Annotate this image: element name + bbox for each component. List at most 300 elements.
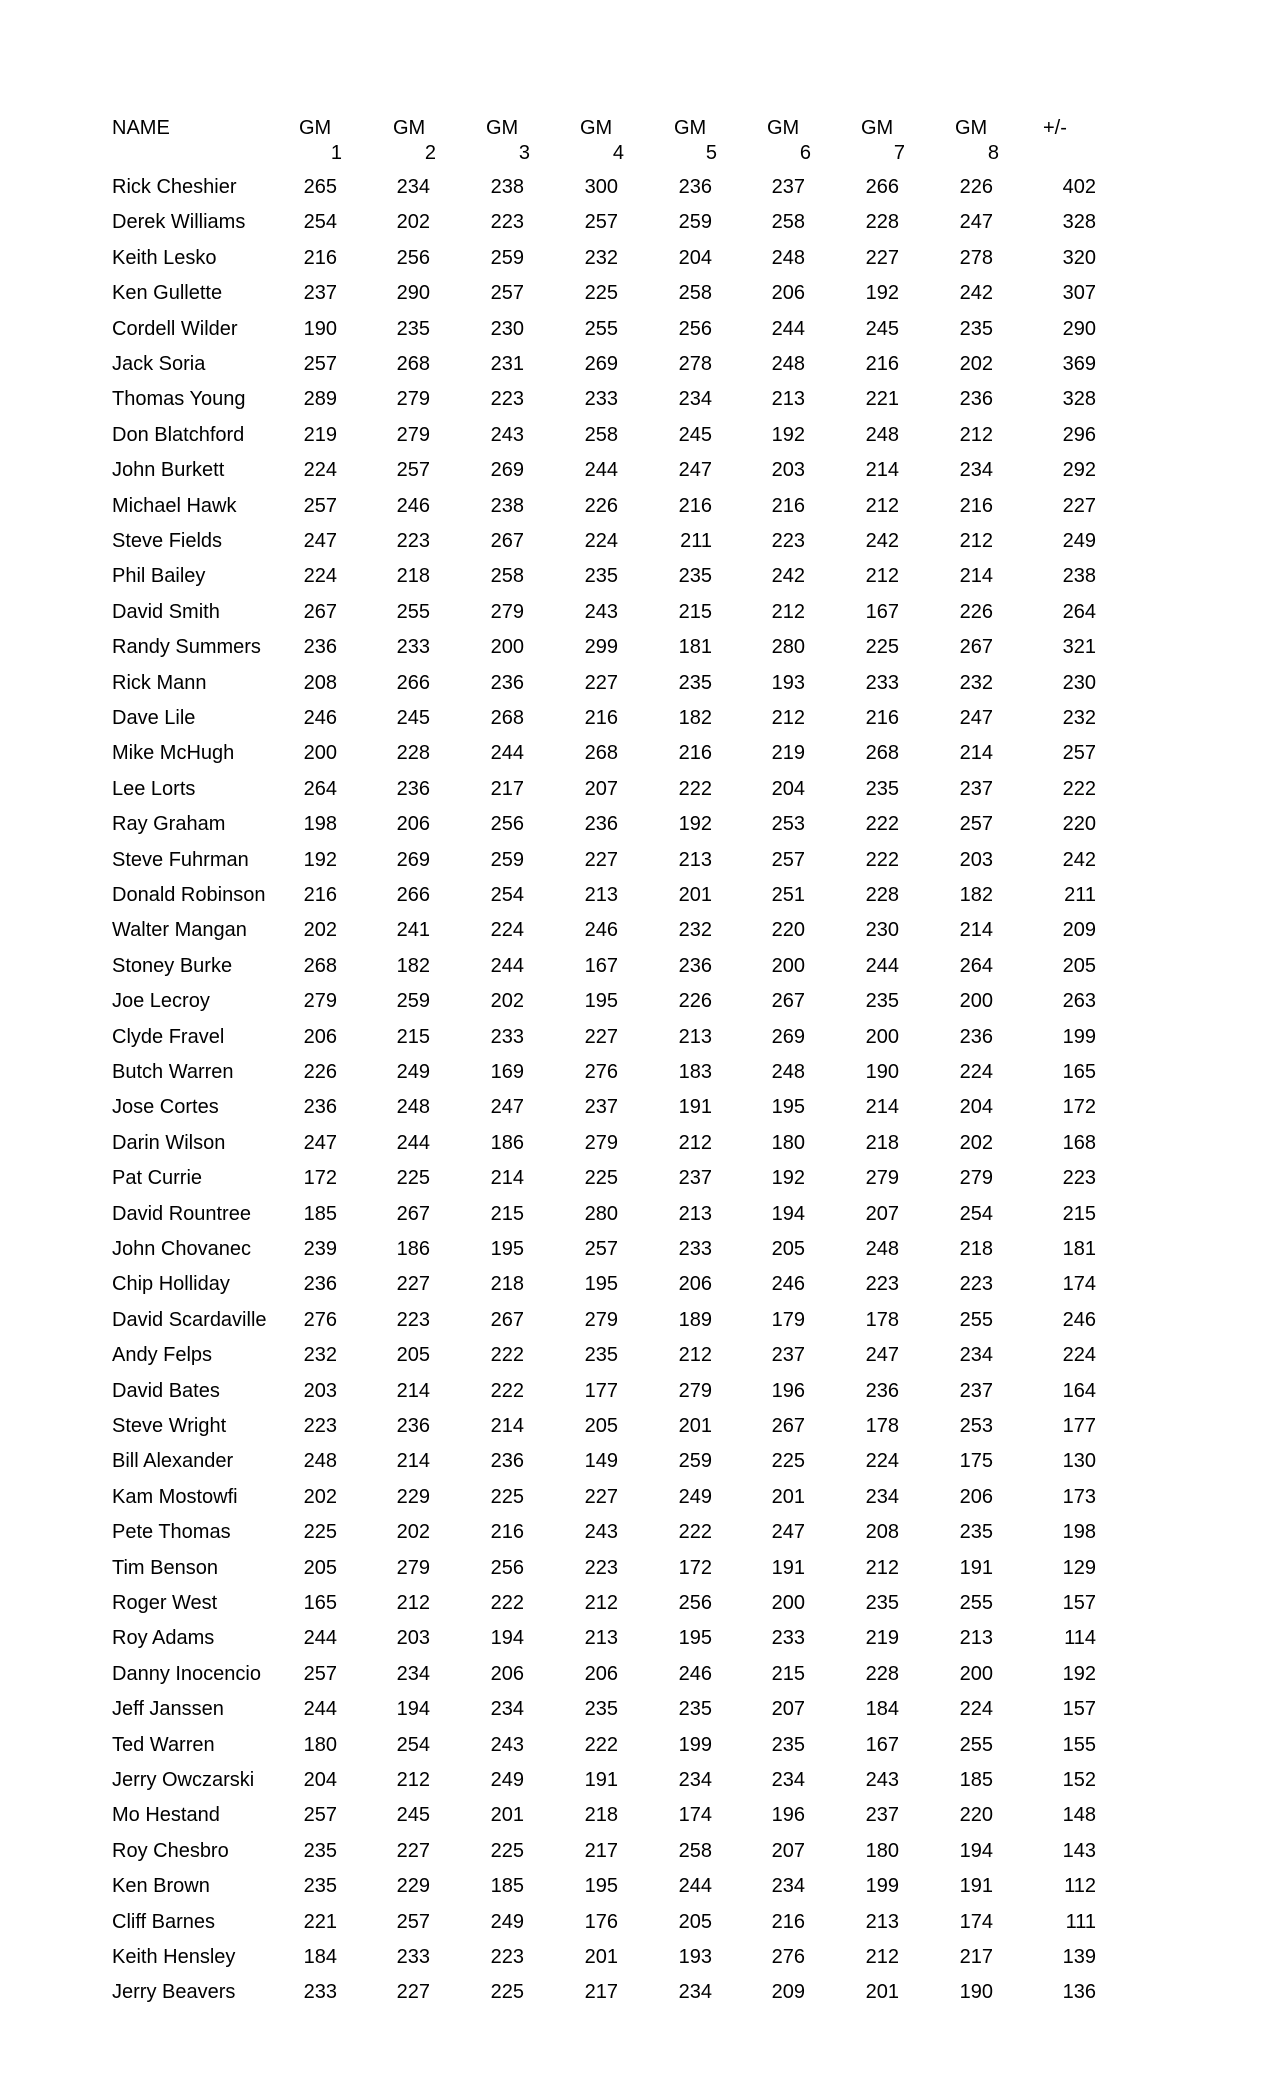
game-2-score: 259 — [396, 990, 430, 1013]
player-name: Bill Alexander — [112, 1450, 234, 1473]
game-6-score: 200 — [771, 954, 805, 977]
game-8-score: 234 — [959, 459, 993, 482]
game-8-score: 236 — [959, 388, 993, 411]
game-3-score: 268 — [490, 707, 524, 729]
table-row — [0, 775, 1275, 803]
game-2-score: 229 — [396, 1875, 430, 1898]
game-1-score: 276 — [303, 1308, 337, 1331]
game-2-score: 227 — [396, 1981, 430, 2004]
game-2-score: 248 — [396, 1096, 430, 1119]
game-6-score: 280 — [771, 636, 805, 659]
game-7-score: 235 — [865, 777, 899, 800]
game-7-score: 213 — [865, 1910, 899, 1933]
game-1-score: 225 — [303, 1521, 337, 1544]
game-7-score: 221 — [865, 388, 899, 411]
table-row — [0, 1978, 1275, 2006]
game-6-score: 244 — [771, 317, 805, 340]
game-8-score: 278 — [959, 246, 993, 269]
game-8-score: 224 — [959, 1698, 993, 1721]
game-5-score: 234 — [678, 388, 712, 411]
game-3-score: 243 — [490, 423, 524, 446]
game-1-score: 185 — [303, 1202, 337, 1225]
game-5-score: 259 — [678, 1450, 712, 1473]
game-5-score: 235 — [678, 565, 712, 588]
game-3-score: 243 — [490, 1733, 524, 1756]
game-3-score: 223 — [490, 211, 524, 234]
game-2-score: 279 — [396, 1556, 430, 1579]
player-name: John Burkett — [112, 459, 225, 482]
game-1-score: 235 — [303, 1839, 337, 1862]
game-4-score: 246 — [584, 919, 618, 942]
plus-minus-value: 136 — [1062, 1981, 1096, 2004]
game-7-score: 222 — [865, 848, 899, 871]
plus-minus-value: 139 — [1062, 1946, 1096, 1968]
table-row — [0, 669, 1275, 697]
game-8-score: 267 — [959, 636, 993, 659]
game-7-score: 219 — [865, 1627, 899, 1650]
table-row — [0, 1129, 1275, 1157]
game-5-score: 256 — [678, 1592, 712, 1614]
game-6-score: 267 — [771, 990, 805, 1013]
game-2-score: 212 — [396, 1592, 430, 1614]
game-1-score: 244 — [303, 1698, 337, 1721]
player-name: Jerry Beavers — [112, 1981, 236, 2004]
plus-minus-value: 264 — [1062, 600, 1096, 623]
game-3-score: 254 — [490, 884, 524, 906]
game-8-score: 174 — [959, 1910, 993, 1933]
game-1-score: 289 — [303, 388, 337, 411]
game-1-score: 192 — [303, 848, 337, 871]
game-6-score: 223 — [771, 530, 805, 552]
header-gm-5-label: GM — [674, 117, 707, 139]
game-3-score: 185 — [490, 1875, 524, 1898]
game-8-score: 204 — [959, 1096, 993, 1119]
game-8-score: 235 — [959, 317, 993, 340]
game-4-score: 237 — [584, 1096, 618, 1119]
plus-minus-value: 209 — [1062, 919, 1096, 942]
game-4-score: 243 — [584, 1521, 618, 1544]
table-row — [0, 1270, 1275, 1298]
game-1-score: 267 — [303, 600, 337, 623]
table-row — [0, 1801, 1275, 1829]
game-3-score: 236 — [490, 1450, 524, 1473]
game-1-score: 198 — [303, 813, 337, 836]
game-2-score: 202 — [396, 211, 430, 234]
game-5-score: 213 — [678, 1025, 712, 1048]
game-8-score: 257 — [959, 813, 993, 836]
game-4-score: 223 — [584, 1556, 618, 1579]
game-6-score: 215 — [771, 1662, 805, 1685]
game-7-score: 228 — [865, 211, 899, 234]
game-3-score: 216 — [490, 1521, 524, 1544]
game-7-score: 228 — [865, 884, 899, 906]
plus-minus-value: 152 — [1062, 1769, 1096, 1791]
game-7-score: 244 — [865, 954, 899, 977]
plus-minus-value: 328 — [1062, 211, 1096, 234]
game-4-score: 226 — [584, 494, 618, 517]
game-7-score: 184 — [865, 1698, 899, 1721]
game-8-score: 247 — [959, 707, 993, 729]
game-7-score: 212 — [865, 1946, 899, 1968]
game-4-score: 227 — [584, 848, 618, 871]
header-gm-1-number: 1 — [330, 142, 342, 164]
game-2-score: 214 — [396, 1450, 430, 1473]
game-4-score: 218 — [584, 1804, 618, 1827]
game-7-score: 207 — [865, 1202, 899, 1225]
player-name: Kam Mostowfi — [112, 1485, 238, 1508]
game-8-score: 237 — [959, 1379, 993, 1402]
plus-minus-value: 157 — [1062, 1698, 1096, 1721]
plus-minus-value: 224 — [1062, 1344, 1096, 1367]
game-2-score: 203 — [396, 1627, 430, 1650]
header-name: NAME — [112, 117, 170, 139]
game-5-score: 279 — [678, 1379, 712, 1402]
header-gm-6-number: 6 — [799, 142, 811, 164]
table-row — [0, 846, 1275, 874]
game-1-score: 203 — [303, 1379, 337, 1402]
game-7-score: 248 — [865, 423, 899, 446]
header-gm-4-number: 4 — [612, 142, 624, 164]
game-5-score: 174 — [678, 1804, 712, 1827]
game-6-score: 220 — [771, 919, 805, 942]
player-name: Derek Williams — [112, 211, 246, 234]
player-name: David Smith — [112, 600, 220, 623]
player-name: Stoney Burke — [112, 954, 233, 977]
game-8-score: 253 — [959, 1415, 993, 1437]
game-2-score: 236 — [396, 777, 430, 800]
game-3-score: 247 — [490, 1096, 524, 1119]
game-8-score: 234 — [959, 1344, 993, 1367]
game-3-score: 223 — [490, 388, 524, 411]
table-row — [0, 1908, 1275, 1936]
game-3-score: 258 — [490, 565, 524, 588]
table-row — [0, 173, 1275, 201]
plus-minus-value: 290 — [1062, 317, 1096, 340]
player-name: Mike McHugh — [112, 742, 235, 765]
game-6-score: 269 — [771, 1025, 805, 1048]
plus-minus-value: 242 — [1062, 848, 1096, 871]
game-3-score: 214 — [490, 1415, 524, 1437]
game-6-score: 276 — [771, 1946, 805, 1968]
plus-minus-value: 177 — [1062, 1415, 1096, 1437]
plus-minus-value: 249 — [1062, 530, 1096, 552]
game-3-score: 249 — [490, 1769, 524, 1791]
table-row — [0, 1872, 1275, 1900]
game-7-score: 167 — [865, 1733, 899, 1756]
game-1-score: 235 — [303, 1875, 337, 1898]
table-row — [0, 1483, 1275, 1511]
player-name: Phil Bailey — [112, 565, 206, 588]
game-6-score: 209 — [771, 1981, 805, 2004]
game-2-score: 235 — [396, 317, 430, 340]
plus-minus-value: 181 — [1062, 1238, 1096, 1260]
game-5-score: 222 — [678, 777, 712, 800]
game-8-score: 236 — [959, 1025, 993, 1048]
game-3-score: 214 — [490, 1167, 524, 1190]
game-1-score: 226 — [303, 1061, 337, 1083]
table-row — [0, 1412, 1275, 1440]
game-7-score: 216 — [865, 707, 899, 729]
player-name: Jose Cortes — [112, 1096, 219, 1119]
game-7-score: 248 — [865, 1238, 899, 1260]
game-1-score: 247 — [303, 1131, 337, 1154]
plus-minus-value: 130 — [1062, 1450, 1096, 1473]
game-4-score: 227 — [584, 1025, 618, 1048]
table-row — [0, 987, 1275, 1015]
plus-minus-value: 174 — [1062, 1273, 1096, 1296]
game-2-score: 257 — [396, 1910, 430, 1933]
game-5-score: 201 — [678, 884, 712, 906]
game-7-score: 237 — [865, 1804, 899, 1827]
game-5-score: 234 — [678, 1769, 712, 1791]
header-gm-4-label: GM — [580, 117, 613, 139]
game-1-score: 268 — [303, 954, 337, 977]
game-2-score: 228 — [396, 742, 430, 765]
game-5-score: 258 — [678, 1839, 712, 1862]
game-4-score: 177 — [584, 1379, 618, 1402]
game-5-score: 189 — [678, 1308, 712, 1331]
game-4-score: 149 — [584, 1450, 618, 1473]
game-1-score: 216 — [303, 246, 337, 269]
game-4-score: 222 — [584, 1733, 618, 1756]
plus-minus-value: 114 — [1064, 1627, 1096, 1650]
game-2-score: 234 — [396, 1662, 430, 1685]
game-5-score: 256 — [678, 317, 712, 340]
game-4-score: 255 — [584, 317, 618, 340]
game-7-score: 233 — [865, 671, 899, 694]
game-2-score: 245 — [396, 707, 430, 729]
table-row — [0, 1660, 1275, 1688]
game-3-score: 259 — [490, 848, 524, 871]
game-1-score: 205 — [303, 1556, 337, 1579]
game-1-score: 232 — [303, 1344, 337, 1367]
game-5-score: 278 — [678, 353, 712, 375]
game-7-score: 212 — [865, 565, 899, 588]
game-7-score: 234 — [865, 1485, 899, 1508]
game-6-score: 192 — [771, 1167, 805, 1190]
game-8-score: 213 — [959, 1627, 993, 1650]
game-8-score: 191 — [959, 1875, 993, 1898]
game-5-score: 233 — [678, 1238, 712, 1260]
table-row — [0, 1377, 1275, 1405]
game-7-score: 216 — [865, 353, 899, 375]
plus-minus-value: 246 — [1062, 1308, 1096, 1331]
game-3-score: 222 — [490, 1344, 524, 1367]
game-4-score: 201 — [584, 1946, 618, 1968]
game-1-score: 200 — [303, 742, 337, 765]
player-name: Andy Felps — [112, 1344, 213, 1367]
game-2-score: 233 — [396, 636, 430, 659]
game-7-score: 178 — [865, 1415, 899, 1437]
game-4-score: 167 — [584, 954, 618, 977]
game-8-score: 200 — [959, 990, 993, 1013]
game-2-score: 234 — [396, 176, 430, 198]
game-5-score: 193 — [678, 1946, 712, 1968]
game-6-score: 257 — [771, 848, 805, 871]
player-name: Rick Mann — [112, 671, 207, 694]
game-8-score: 235 — [959, 1521, 993, 1544]
game-6-score: 194 — [771, 1202, 805, 1225]
game-8-score: 255 — [959, 1733, 993, 1756]
player-name: Keith Lesko — [112, 246, 217, 269]
player-name: David Bates — [112, 1379, 220, 1402]
game-8-score: 202 — [959, 353, 993, 375]
game-7-score: 190 — [865, 1061, 899, 1083]
game-2-score: 186 — [396, 1238, 430, 1260]
player-name: Lee Lorts — [112, 777, 196, 800]
player-name: Pete Thomas — [112, 1521, 231, 1544]
game-3-score: 169 — [490, 1061, 524, 1083]
game-4-score: 233 — [584, 388, 618, 411]
header-gm-7-label: GM — [861, 117, 894, 139]
game-4-score: 205 — [584, 1415, 618, 1437]
game-2-score: 267 — [396, 1202, 430, 1225]
game-5-score: 212 — [678, 1131, 712, 1154]
plus-minus-value: 222 — [1062, 777, 1096, 800]
game-6-score: 258 — [771, 211, 805, 234]
game-1-score: 216 — [303, 884, 337, 906]
table-row — [0, 1235, 1275, 1263]
game-6-score: 234 — [771, 1769, 805, 1791]
game-6-score: 191 — [771, 1556, 805, 1579]
table-row — [0, 315, 1275, 343]
game-7-score: 180 — [865, 1839, 899, 1862]
game-3-score: 234 — [490, 1698, 524, 1721]
player-name: Cliff Barnes — [112, 1910, 216, 1933]
game-2-score: 244 — [396, 1131, 430, 1154]
game-7-score: 200 — [865, 1025, 899, 1048]
table-row — [0, 952, 1275, 980]
player-name: Dave Lile — [112, 707, 196, 729]
header-gm-3-label: GM — [486, 117, 519, 139]
game-7-score: 212 — [865, 494, 899, 517]
game-6-score: 204 — [771, 777, 805, 800]
game-2-score: 212 — [396, 1769, 430, 1791]
plus-minus-value: 205 — [1062, 954, 1096, 977]
game-4-score: 206 — [584, 1662, 618, 1685]
game-6-score: 248 — [771, 1061, 805, 1083]
game-8-score: 217 — [959, 1946, 993, 1968]
game-6-score: 237 — [771, 1344, 805, 1367]
game-7-score: 167 — [865, 600, 899, 623]
game-3-score: 231 — [490, 353, 524, 375]
game-7-score: 222 — [865, 813, 899, 836]
player-name: Jack Soria — [112, 353, 206, 375]
game-2-score: 256 — [396, 246, 430, 269]
game-4-score: 227 — [584, 1485, 618, 1508]
player-name: Darin Wilson — [112, 1131, 226, 1154]
game-6-score: 205 — [771, 1238, 805, 1260]
game-5-score: 232 — [678, 919, 712, 942]
game-4-score: 280 — [584, 1202, 618, 1225]
game-5-score: 206 — [678, 1273, 712, 1296]
game-7-score: 214 — [865, 459, 899, 482]
player-name: John Chovanec — [112, 1238, 251, 1260]
game-2-score: 268 — [396, 353, 430, 375]
game-8-score: 200 — [959, 1662, 993, 1685]
game-5-score: 172 — [678, 1556, 712, 1579]
game-4-score: 195 — [584, 990, 618, 1013]
game-1-score: 236 — [303, 1273, 337, 1296]
table-row — [0, 1624, 1275, 1652]
player-name: Pat Currie — [112, 1167, 203, 1190]
game-6-score: 180 — [771, 1131, 805, 1154]
header-gm-8-label: GM — [955, 117, 988, 139]
player-name: Cordell Wilder — [112, 317, 238, 340]
table-row — [0, 1093, 1275, 1121]
game-5-score: 183 — [678, 1061, 712, 1083]
game-3-score: 217 — [490, 777, 524, 800]
table-row — [0, 1306, 1275, 1334]
game-2-score: 279 — [396, 423, 430, 446]
game-7-score: 199 — [865, 1875, 899, 1898]
game-5-score: 192 — [678, 813, 712, 836]
game-5-score: 216 — [678, 742, 712, 765]
game-5-score: 259 — [678, 211, 712, 234]
player-name: Jerry Owczarski — [112, 1769, 255, 1791]
player-name: Jeff Janssen — [112, 1698, 224, 1721]
game-2-score: 255 — [396, 600, 430, 623]
game-4-score: 258 — [584, 423, 618, 446]
game-1-score: 165 — [303, 1592, 337, 1614]
game-3-score: 200 — [490, 636, 524, 659]
game-8-score: 254 — [959, 1202, 993, 1225]
game-3-score: 257 — [490, 282, 524, 305]
table-row — [0, 739, 1275, 767]
game-6-score: 213 — [771, 388, 805, 411]
header-gm-7-number: 7 — [893, 142, 905, 164]
game-8-score: 255 — [959, 1308, 993, 1331]
game-3-score: 218 — [490, 1273, 524, 1296]
game-6-score: 207 — [771, 1839, 805, 1862]
table-row — [0, 527, 1275, 555]
game-3-score: 244 — [490, 954, 524, 977]
player-name: Tim Benson — [112, 1556, 218, 1579]
game-6-score: 242 — [771, 565, 805, 588]
game-3-score: 259 — [490, 246, 524, 269]
game-5-score: 245 — [678, 423, 712, 446]
game-7-score: 235 — [865, 990, 899, 1013]
game-6-score: 234 — [771, 1875, 805, 1898]
player-name: Donald Robinson — [112, 884, 266, 906]
game-8-score: 226 — [959, 600, 993, 623]
player-name: David Scardaville — [112, 1308, 267, 1331]
game-2-score: 223 — [396, 530, 430, 552]
game-3-score: 256 — [490, 1556, 524, 1579]
game-3-score: 206 — [490, 1662, 524, 1685]
table-row — [0, 1341, 1275, 1369]
game-2-score: 218 — [396, 565, 430, 588]
player-name: Danny Inocencio — [112, 1662, 261, 1685]
game-2-score: 290 — [396, 282, 430, 305]
player-name: Steve Wright — [112, 1415, 227, 1437]
plus-minus-value: 321 — [1062, 636, 1096, 659]
game-6-score: 179 — [771, 1308, 805, 1331]
game-8-score: 212 — [959, 423, 993, 446]
table-row — [0, 385, 1275, 413]
game-8-score: 214 — [959, 742, 993, 765]
game-1-score: 248 — [303, 1450, 337, 1473]
header-plus-minus: +/- — [1043, 117, 1067, 139]
game-6-score: 196 — [771, 1804, 805, 1827]
game-2-score: 269 — [396, 848, 430, 871]
game-2-score: 249 — [396, 1061, 430, 1083]
table-row — [0, 208, 1275, 236]
game-4-score: 225 — [584, 1167, 618, 1190]
game-5-score: 181 — [678, 636, 712, 659]
game-2-score: 205 — [396, 1344, 430, 1367]
header-gm-1-label: GM — [299, 117, 332, 139]
